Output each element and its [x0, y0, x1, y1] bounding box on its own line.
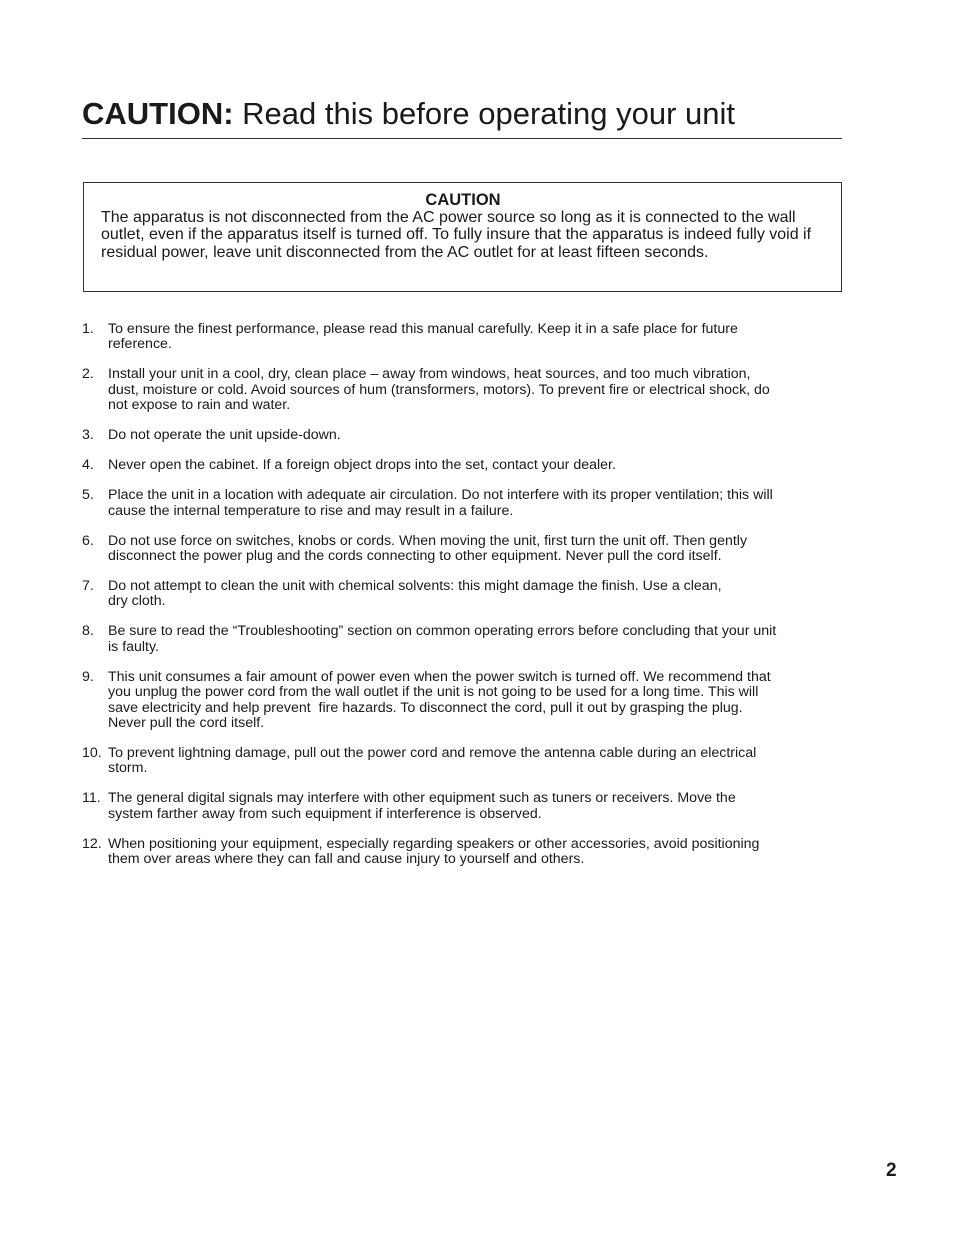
- safety-item: [82, 579, 848, 610]
- safety-item-text-line: To prevent lightning damage, pull out the power cord and remove the antenna cable during an electrical: [108, 745, 757, 762]
- safety-item-text-line: Be sure to read the “Troubleshooting” section on common operating errors before concluding that your unit: [108, 623, 777, 640]
- safety-item-number: 6.: [82, 532, 94, 549]
- safety-item-text-line: you unplug the power cord from the wall outlet if the unit is not going to be used for a long time. This will: [108, 684, 759, 701]
- caution-box-text: The apparatus is not disconnected from the AC power source so long as it is connected to the wall outlet, even if the apparatus itself is turned off. To fully insure that the apparatus is indeed fully void if residual power, leave unit disconnected from the AC outlet for at least fifteen seconds.: [101, 209, 812, 261]
- page-header: [82, 96, 842, 139]
- safety-item-number: 12.: [82, 835, 102, 852]
- safety-item-number: 10.: [82, 745, 102, 762]
- safety-item-number: 9.: [82, 668, 94, 685]
- safety-item: [82, 670, 848, 732]
- safety-item-text-line: Place the unit in a location with adequate air circulation. Do not interfere with its proper ventilation; this will: [108, 487, 773, 504]
- safety-item: [82, 367, 848, 413]
- safety-item: [82, 624, 848, 655]
- safety-item-number: 5.: [82, 487, 94, 504]
- safety-instructions-list: [82, 322, 848, 882]
- safety-item-number: 1.: [82, 321, 94, 337]
- safety-item-number: 4.: [82, 457, 94, 474]
- safety-item-number: 3.: [82, 427, 94, 444]
- safety-item-text-line: them over areas where they can fall and cause injury to yourself and others.: [108, 851, 585, 868]
- caution-box-title: CAUTION: [425, 191, 501, 209]
- safety-item: [82, 322, 848, 353]
- safety-item: [82, 746, 848, 777]
- safety-item-text-line: The general digital signals may interfere with other equipment such as tuners or receivers. Move the: [108, 790, 736, 807]
- safety-item-text-line: not expose to rain and water.: [108, 397, 291, 414]
- safety-item-text-line: is faulty.: [108, 638, 159, 655]
- safety-item-text-line: This unit consumes a fair amount of power even when the power switch is turned off. We recommend that: [108, 668, 771, 685]
- page-title-caution: CAUTION:: [82, 96, 234, 131]
- safety-item: [82, 534, 848, 565]
- safety-item-text-line: Never pull the cord itself.: [108, 715, 265, 732]
- safety-item: [82, 837, 848, 868]
- safety-item: [82, 458, 848, 473]
- safety-item-text-line: dry cloth.: [108, 593, 166, 610]
- safety-item-text-line: save electricity and help prevent fire hazards. To disconnect the cord, pull it out by grasping the plug.: [108, 699, 743, 716]
- safety-item-text-line: When positioning your equipment, especially regarding speakers or other accessories, avoid positioning: [108, 835, 760, 852]
- safety-item-text-line: system farther away from such equipment if interference is observed.: [108, 805, 542, 822]
- safety-item-text-line: Install your unit in a cool, dry, clean place – away from windows, heat sources, and too much vibration,: [108, 366, 751, 383]
- safety-item-text-line: storm.: [108, 760, 148, 777]
- safety-item-text-line: cause the internal temperature to rise and may result in a failure.: [108, 502, 514, 519]
- safety-item-text-line: disconnect the power plug and the cords connecting to other equipment. Never pull the cord itself.: [108, 548, 722, 565]
- page-title: [82, 96, 842, 132]
- safety-item-number: 7.: [82, 578, 94, 595]
- safety-item: [82, 488, 848, 519]
- safety-item-number: 2.: [82, 366, 94, 383]
- safety-item-text-line: reference.: [108, 336, 172, 353]
- safety-item-text-line: To ensure the finest performance, please read this manual carefully. Keep it in a safe place for future: [108, 321, 738, 337]
- safety-item: [82, 791, 848, 822]
- safety-item-text-line: Never open the cabinet. If a foreign object drops into the set, contact your dealer.: [108, 457, 616, 474]
- safety-item-text-line: Do not use force on switches, knobs or cords. When moving the unit, first turn the unit off. Then gently: [108, 532, 748, 549]
- page-title-rest: Read this before operating your unit: [233, 96, 736, 131]
- safety-item-text-line: dust, moisture or cold. Avoid sources of hum (transformers, motors). To prevent fire or electrical shock, do: [108, 381, 770, 398]
- safety-item-number: 11.: [82, 790, 101, 807]
- page-number: 2: [886, 1160, 897, 1181]
- safety-item: [82, 428, 848, 443]
- safety-item-number: 8.: [82, 623, 94, 640]
- safety-item-text-line: Do not operate the unit upside-down.: [108, 427, 341, 444]
- safety-item-text-line: Do not attempt to clean the unit with chemical solvents: this might damage the finish. Use a clean,: [108, 578, 722, 595]
- caution-box: [83, 182, 842, 292]
